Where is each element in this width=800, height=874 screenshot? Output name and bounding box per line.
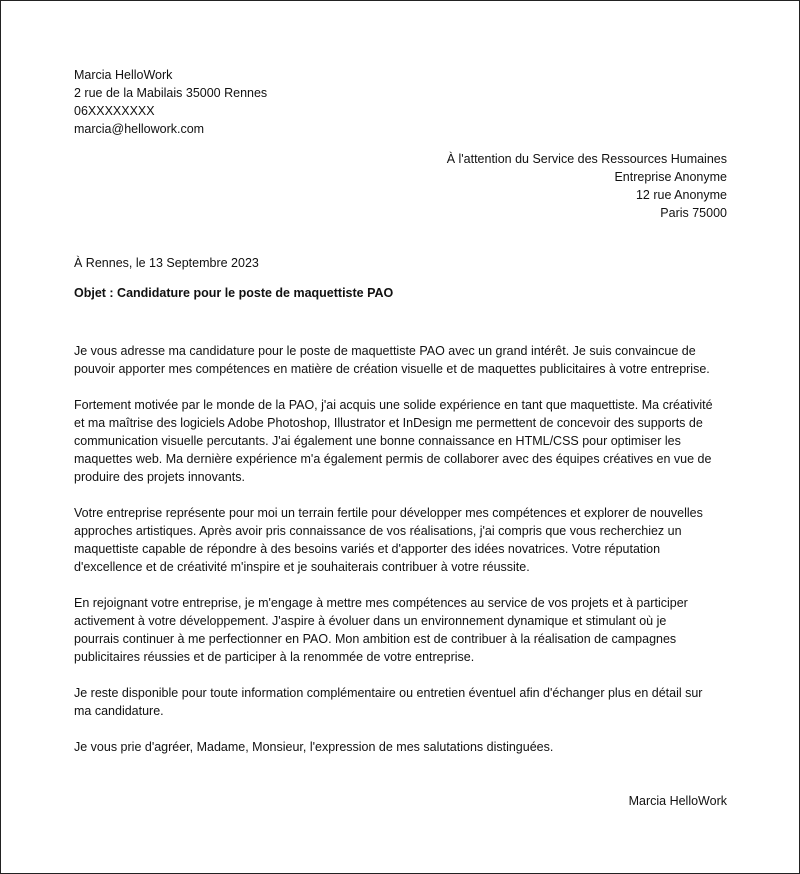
paragraph-line: ma candidature. bbox=[74, 704, 164, 718]
sender-name: Marcia HelloWork bbox=[74, 68, 173, 82]
paragraph-line: En rejoignant votre entreprise, je m'engage à mettre mes compétences au service de vos projets et à participer bbox=[74, 596, 688, 610]
signature: Marcia HelloWork bbox=[628, 794, 727, 808]
paragraph-line: Je vous prie d'agréer, Madame, Monsieur, l'expression de mes salutations distinguées. bbox=[74, 740, 554, 754]
paragraph-line: Fortement motivée par le monde de la PAO, j'ai acquis une solide expérience en tant que maquettiste. Ma créativité bbox=[74, 398, 713, 412]
body-paragraph bbox=[74, 342, 734, 378]
body-paragraph bbox=[74, 396, 734, 486]
paragraph-line: communication visuelle percutants. J'ai également une bonne connaissance en HTML/CSS pour optimiser les bbox=[74, 434, 681, 448]
paragraph-line: publicitaires réussies et de participer à la renommée de votre entreprise. bbox=[74, 650, 475, 664]
recipient-city: Paris 75000 bbox=[660, 206, 727, 220]
sender-block bbox=[74, 66, 267, 138]
body-paragraph bbox=[74, 684, 734, 720]
paragraph-line: pouvoir apporter mes compétences en matière de création visuelle et de maquettes publicitaires à votre entreprise. bbox=[74, 362, 710, 376]
recipient-company: Entreprise Anonyme bbox=[614, 170, 727, 184]
letter-body bbox=[74, 342, 734, 774]
paragraph-line: maquettiste capable de répondre à des besoins variés et d'apporter des idées novatrices. Votre réputation bbox=[74, 542, 661, 556]
paragraph-line: approches artistiques. Après avoir pris connaissance de vos réalisations, j'ai compris que vous recherchiez un bbox=[74, 524, 682, 538]
letter-subject: Objet : Candidature pour le poste de maquettiste PAO bbox=[74, 286, 394, 300]
recipient-street: 12 rue Anonyme bbox=[635, 188, 727, 202]
body-paragraph bbox=[74, 738, 734, 756]
paragraph-line: activement à votre développement. J'aspire à évoluer dans un environnement dynamique et stimulant où je bbox=[74, 614, 667, 628]
recipient-attention: À l'attention du Service des Ressources Humaines bbox=[446, 152, 727, 166]
body-paragraph bbox=[74, 504, 734, 576]
recipient-block bbox=[447, 150, 727, 222]
paragraph-line: Votre entreprise représente pour moi un terrain fertile pour développer mes compétences et explorer de nouvelles bbox=[74, 506, 703, 520]
paragraph-line: d'excellence et de créativité m'inspire et je souhaiterais contribuer à votre réussite. bbox=[74, 560, 530, 574]
letter-date: À Rennes, le 13 Septembre 2023 bbox=[74, 256, 259, 270]
paragraph-line: produire des projets innovants. bbox=[74, 470, 245, 484]
sender-address: 2 rue de la Mabilais 35000 Rennes bbox=[74, 86, 268, 100]
paragraph-line: pourrais continuer à me perfectionner en PAO. Mon ambition est de contribuer à la réalisation de campagnes bbox=[74, 632, 677, 646]
paragraph-line: maquettes web. Ma dernière expérience m'a également permis de collaborer avec des équipes créatives en vue de bbox=[74, 452, 712, 466]
paragraph-line: Je vous adresse ma candidature pour le poste de maquettiste PAO avec un grand intérêt. Je suis convaincue de bbox=[74, 344, 696, 358]
body-paragraph bbox=[74, 594, 734, 666]
paragraph-line: Je reste disponible pour toute information complémentaire ou entretien éventuel afin d'échanger plus en détail sur bbox=[74, 686, 703, 700]
paragraph-line: et ma maîtrise des logiciels Adobe Photoshop, Illustrator et InDesign me permettent de concevoir des supports de bbox=[74, 416, 703, 430]
sender-phone: 06XXXXXXXX bbox=[74, 104, 155, 118]
sender-email: marcia@hellowork.com bbox=[74, 122, 205, 136]
